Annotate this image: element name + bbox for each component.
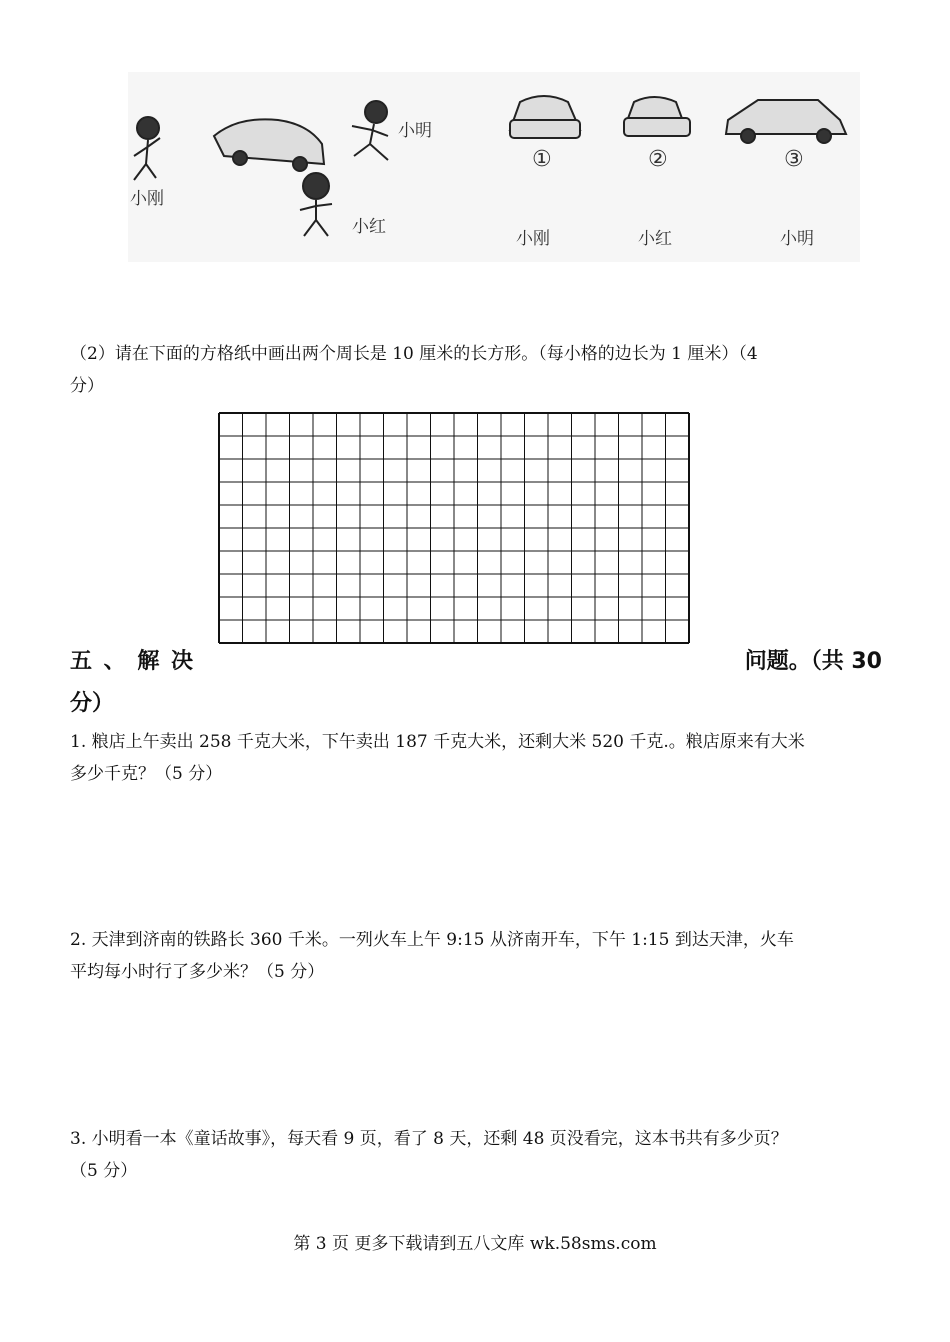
car-number-1: ① (532, 147, 552, 172)
problem-1-line-1: 1. 粮店上午卖出 258 千克大米，下午卖出 187 千克大米，还剩大米 520 千克.。粮店原来有大米 (70, 732, 805, 752)
square-grid-paper (218, 412, 690, 644)
label-xiaohong-right: 小红 (638, 229, 672, 249)
cars-and-children-illustration (128, 72, 860, 262)
problem-2-line-1: 2. 天津到济南的铁路长 360 千米。一列火车上午 9:15 从济南开车，下午 1:15 到达天津，火车 (70, 930, 794, 950)
label-xiaoming-left: 小明 (398, 121, 432, 141)
section-5-heading-end: 问题。（共 30 (744, 649, 882, 674)
problem-2-line-2: 平均每小时行了多少米？（5 分） (70, 962, 325, 982)
page-footer: 第 3 页 更多下载请到五八文库 wk.58sms.com (293, 1234, 657, 1254)
car-number-3: ③ (784, 147, 804, 172)
problem-1-line-2: 多少千克？（5 分） (70, 764, 223, 784)
question-2-line-1: （2）请在下面的方格纸中画出两个周长是 10 厘米的长方形。（每小格的边长为 1 厘米）（4 (70, 344, 758, 364)
label-xiaogang-right: 小刚 (516, 229, 550, 249)
label-xiaohong-left: 小红 (352, 217, 386, 237)
car-number-2: ② (648, 147, 668, 172)
label-xiaoming-right: 小明 (780, 229, 814, 249)
section-5-heading-start: 五 、 解 决 (70, 649, 195, 674)
problem-3-line-2: （5 分） (70, 1161, 138, 1181)
question-2-line-2: 分） (70, 376, 104, 396)
section-5-heading-score: 分） (70, 691, 115, 716)
problem-3-line-1: 3. 小明看一本《童话故事》，每天看 9 页，看了 8 天，还剩 48 页没看完，这本书共有多少页？ (70, 1129, 788, 1149)
label-xiaogang-left: 小刚 (130, 189, 164, 209)
